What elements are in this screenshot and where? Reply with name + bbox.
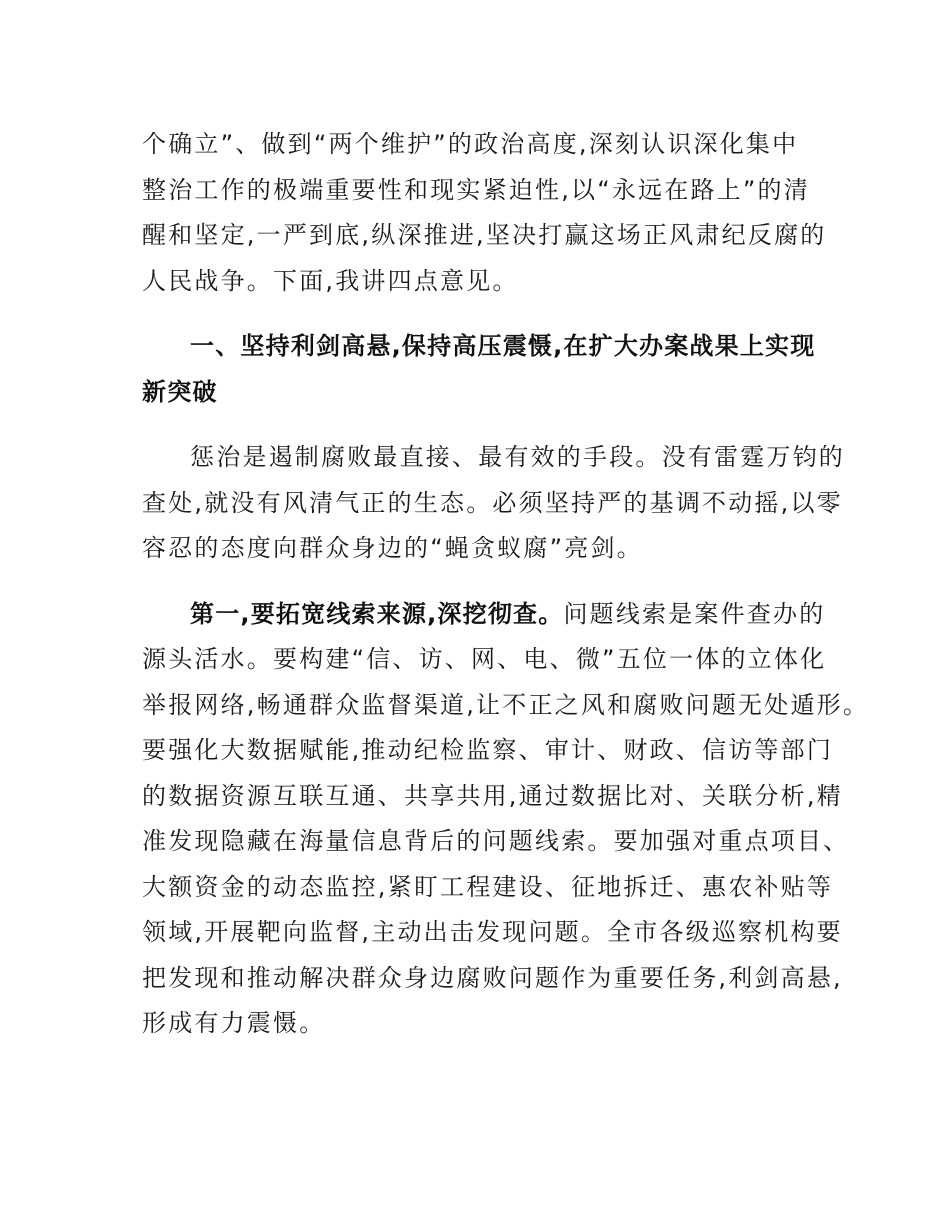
- point-text: 问题线索是案件查办的: [563, 599, 826, 628]
- text-line: 形成有力震慑。: [142, 1009, 326, 1037]
- text-line: 准发现隐藏在海量信息背后的问题线索。要加强对重点项目、: [142, 827, 850, 855]
- heading-line: 新突破: [142, 377, 218, 406]
- text-line: [142, 592, 826, 638]
- document-body: [142, 122, 870, 1047]
- text-line: 人民战争。下面,我讲四点意见。: [142, 266, 519, 295]
- text-line: 个确立”、做到“两个维护”的政治高度,深刻认识深化集中: [142, 130, 799, 158]
- paragraph-punishment: [142, 435, 845, 572]
- text-line: 整治工作的极端重要性和现实紧迫性,以“永远在路上”的清: [142, 175, 810, 204]
- text-line: 容忍的态度向群众身边的“蝇贪蚁腐”亮剑。: [142, 534, 643, 562]
- text-line: 要强化大数据赋能,推动纪检监察、审计、财政、信访等部门: [142, 736, 834, 764]
- text-line: 惩治是遏制腐败最直接、最有效的手段。没有雷霆万钧的: [190, 443, 845, 471]
- heading-line: 一、坚持利剑高悬,保持高压震慑,在扩大办案战果上实现: [190, 332, 816, 360]
- text-line: 查处,就没有风清气正的生态。必须坚持严的基调不动摇,以零: [142, 488, 843, 517]
- paragraph-intro-continued: [142, 122, 827, 304]
- text-line: 源头活水。要构建“信、访、网、电、微”五位一体的立体化: [142, 645, 827, 673]
- text-line: 把发现和推动解决群众身边腐败问题作为重要任务,利剑高悬,: [142, 963, 843, 992]
- text-line: 领域,开展靶向监督,主动出击发现问题。全市各级巡察机构要: [142, 918, 843, 946]
- point-lead: 第一,要拓宽线索来源,深挖彻查。: [190, 599, 564, 628]
- text-line: 的数据资源互联互通、共享共用,通过数据比对、关联分析,精: [142, 781, 843, 810]
- paragraph-first-point: [142, 592, 870, 1047]
- text-line: 大额资金的动态监控,紧盯工程建设、征地拆迁、惠农补贴等: [142, 872, 834, 901]
- text-line: 举报网络,畅通群众监督渠道,让不正之风和腐败问题无处遁形。: [142, 690, 870, 719]
- section-heading-1: [142, 324, 822, 415]
- text-line: 醒和坚定,一严到底,纵深推进,坚决打赢这场正风肃纪反腐的: [142, 221, 827, 249]
